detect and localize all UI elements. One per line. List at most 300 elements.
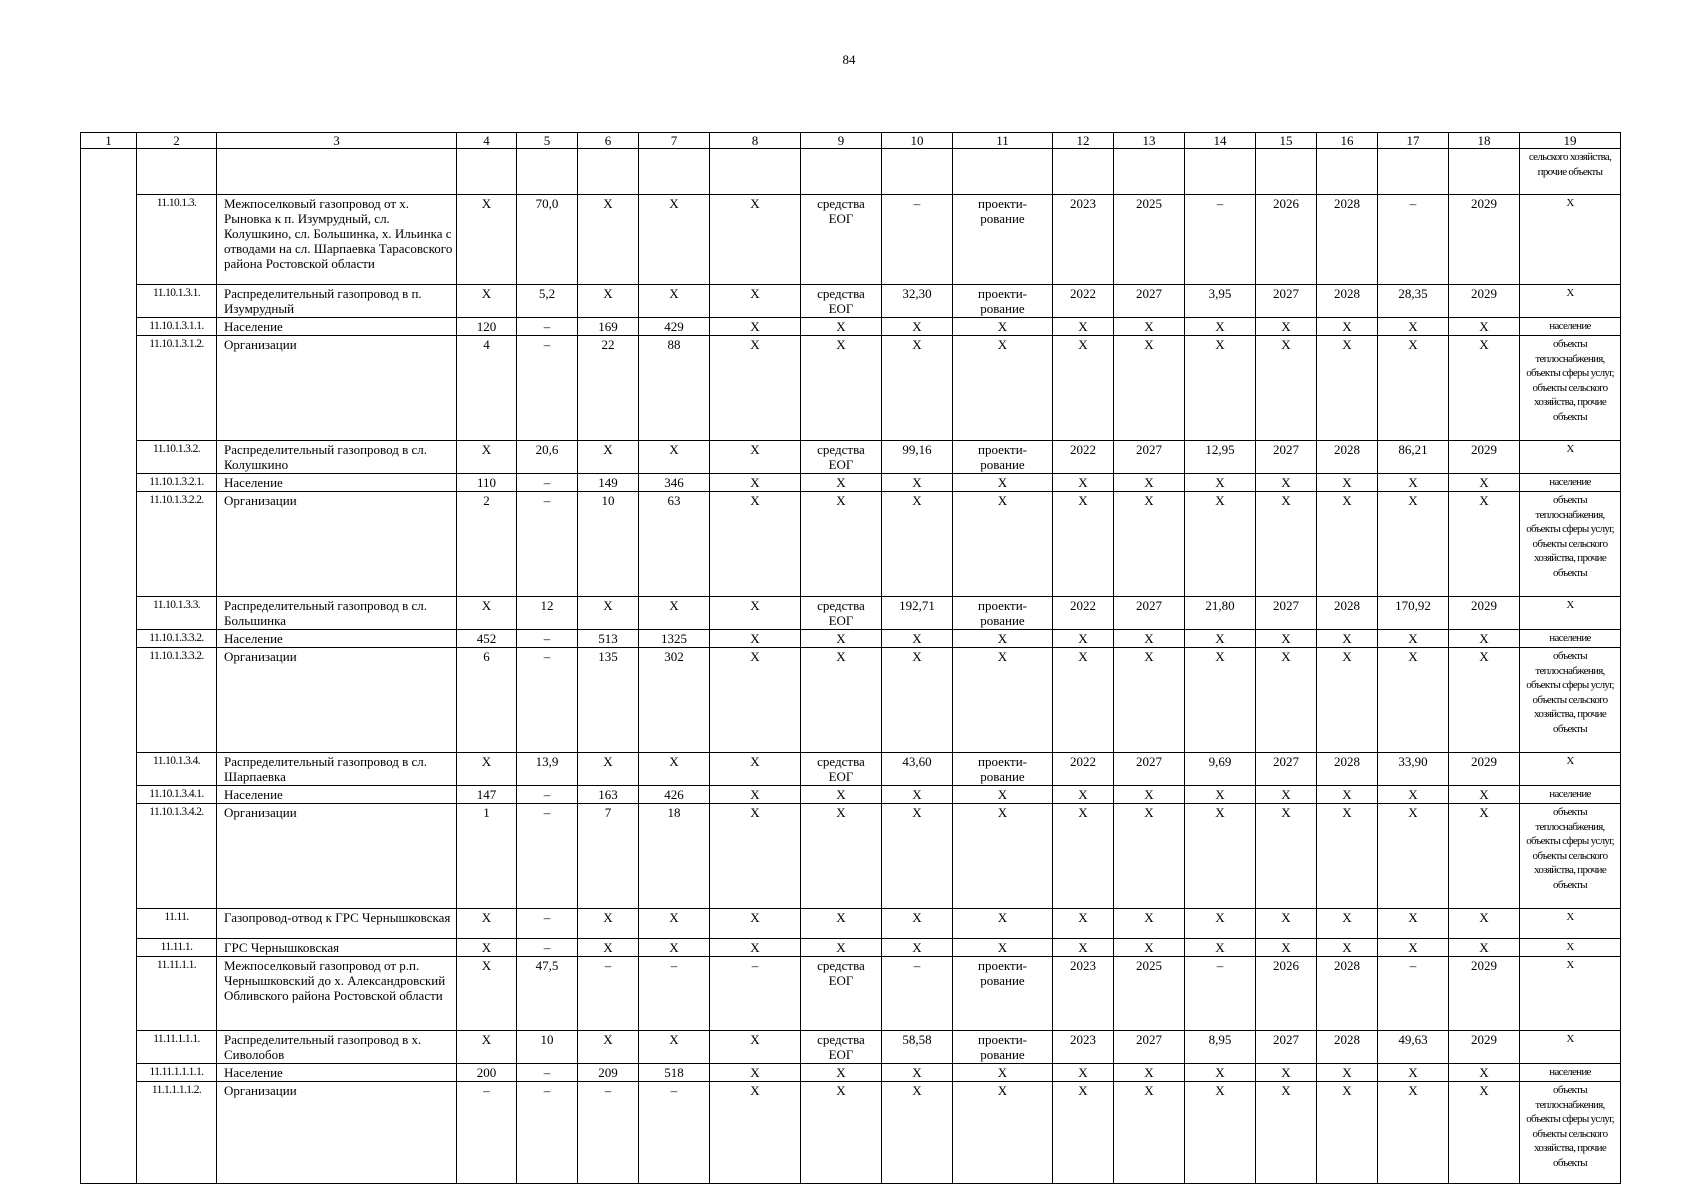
stage-cell: проекти-рование (953, 753, 1053, 786)
col5-cell: – (517, 909, 578, 939)
header-cell: 15 (1256, 133, 1317, 149)
col7-cell: 18 (639, 804, 710, 909)
page-number: 84 (842, 52, 856, 67)
col7-cell: 426 (639, 786, 710, 804)
col7-cell: 302 (639, 648, 710, 753)
col18-cell: Х (1449, 474, 1520, 492)
row-name: Организации (217, 804, 457, 909)
row-name: Организации (217, 648, 457, 753)
funding-source-cell: Х (801, 492, 882, 597)
stage-cell: Х (953, 1082, 1053, 1184)
row-code: 11.1.1.1.1.2. (137, 1082, 217, 1184)
header-cell: 16 (1317, 133, 1378, 149)
col12-cell: 2023 (1053, 1031, 1114, 1064)
row-code: 11.11.1.1.1.1. (137, 1064, 217, 1082)
col12-cell: Х (1053, 939, 1114, 957)
col14-cell: Х (1185, 939, 1256, 957)
col18-cell: 2029 (1449, 753, 1520, 786)
col14-cell: Х (1185, 804, 1256, 909)
col17-cell: Х (1378, 909, 1449, 939)
row-code: 11.10.1.3.3.2. (137, 630, 217, 648)
col4-cell: Х (457, 939, 517, 957)
col12-cell: 2022 (1053, 597, 1114, 630)
col8-cell: Х (710, 1031, 801, 1064)
col7-cell: Х (639, 597, 710, 630)
row-name: Межпоселковый газопровод от р.п. Чернышковский до х. Александровский Обливского района Ростовской области (217, 957, 457, 1031)
row-code: 11.10.1.3.2.2. (137, 492, 217, 597)
row-code: 11.11.1.1. (137, 957, 217, 1031)
col14-cell: Х (1185, 336, 1256, 441)
col18-cell: Х (1449, 804, 1520, 909)
col14-cell: Х (1185, 909, 1256, 939)
col7-cell: 518 (639, 1064, 710, 1082)
col1-cell (81, 804, 137, 909)
col17-cell: Х (1378, 318, 1449, 336)
col10-cell: Х (882, 909, 953, 939)
col14-cell: Х (1185, 1064, 1256, 1082)
col17-cell: Х (1378, 492, 1449, 597)
funding-source-cell: Х (801, 630, 882, 648)
col4-cell: 2 (457, 492, 517, 597)
col14-cell: Х (1185, 1082, 1256, 1184)
table-row (81, 597, 1621, 630)
col18-cell: 2029 (1449, 195, 1520, 285)
funding-source-cell: Х (801, 318, 882, 336)
table-row (81, 648, 1621, 753)
col8-cell: Х (710, 804, 801, 909)
col8-cell: Х (710, 336, 801, 441)
col13-cell: Х (1114, 1082, 1185, 1184)
row-note: объекты теплоснабжения, объекты сферы услуг, объекты сельского хозяйства, прочие объекты (1520, 1082, 1621, 1184)
header-cell: 17 (1378, 133, 1449, 149)
col15-cell: Х (1256, 804, 1317, 909)
col18-cell: Х (1449, 939, 1520, 957)
row-code: 11.10.1.3.4.1. (137, 786, 217, 804)
col17-cell: 33,90 (1378, 753, 1449, 786)
row-note: Х (1520, 909, 1621, 939)
header-cell: 14 (1185, 133, 1256, 149)
row-note: объекты теплоснабжения, объекты сферы услуг, объекты сельского хозяйства, прочие объекты (1520, 804, 1621, 909)
stage-cell: Х (953, 786, 1053, 804)
col15-cell: Х (1256, 630, 1317, 648)
col5-cell: 20,6 (517, 441, 578, 474)
col16-cell: Х (1317, 909, 1378, 939)
stage-cell: Х (953, 492, 1053, 597)
col16-cell: Х (1317, 1064, 1378, 1082)
stage-cell: Х (953, 804, 1053, 909)
col10-cell: 32,30 (882, 285, 953, 318)
col8-cell: Х (710, 318, 801, 336)
col10-cell: – (882, 195, 953, 285)
col1-cell (81, 336, 137, 441)
col12-cell: Х (1053, 474, 1114, 492)
col10-cell: Х (882, 318, 953, 336)
row-code: 11.10.1.3.1. (137, 285, 217, 318)
funding-source-cell: Х (801, 648, 882, 753)
col1-cell (81, 597, 137, 630)
row-note: население (1520, 630, 1621, 648)
row-name (217, 149, 457, 195)
col16-cell: 2028 (1317, 195, 1378, 285)
row-name: Население (217, 786, 457, 804)
col8-cell: Х (710, 195, 801, 285)
row-name: Население (217, 1064, 457, 1082)
col12-cell: Х (1053, 1082, 1114, 1184)
col10-cell: Х (882, 804, 953, 909)
row-code: 11.11. (137, 909, 217, 939)
col18-cell: Х (1449, 786, 1520, 804)
col18-cell: Х (1449, 630, 1520, 648)
table-row (81, 957, 1621, 1031)
table-row (81, 195, 1621, 285)
col5-cell: – (517, 336, 578, 441)
col4-cell: Х (457, 195, 517, 285)
col5-cell: 47,5 (517, 957, 578, 1031)
col4-cell: Х (457, 1031, 517, 1064)
col5-cell: 5,2 (517, 285, 578, 318)
col17-cell: Х (1378, 630, 1449, 648)
col13-cell: 2027 (1114, 753, 1185, 786)
col5-cell: – (517, 492, 578, 597)
col10-cell: Х (882, 492, 953, 597)
col13-cell: Х (1114, 939, 1185, 957)
row-name: Газопровод-отвод к ГРС Чернышковская (217, 909, 457, 939)
row-note: население (1520, 1064, 1621, 1082)
col7-cell: – (639, 957, 710, 1031)
funding-source-cell: средства ЕОГ (801, 957, 882, 1031)
col4-cell: Х (457, 753, 517, 786)
table-row (81, 939, 1621, 957)
col6-cell: Х (578, 939, 639, 957)
row-note: Х (1520, 1031, 1621, 1064)
col1-cell (81, 939, 137, 957)
col17-cell: – (1378, 195, 1449, 285)
col13-cell: Х (1114, 786, 1185, 804)
row-name: Распределительный газопровод в п. Изумрудный (217, 285, 457, 318)
table-row (81, 753, 1621, 786)
table-row (81, 492, 1621, 597)
row-note: население (1520, 474, 1621, 492)
col6-cell: 513 (578, 630, 639, 648)
col1-cell (81, 753, 137, 786)
col17-cell: Х (1378, 804, 1449, 909)
col15-cell: Х (1256, 1082, 1317, 1184)
col5-cell: 12 (517, 597, 578, 630)
stage-cell: Х (953, 909, 1053, 939)
col18-cell: Х (1449, 336, 1520, 441)
col4-cell: 147 (457, 786, 517, 804)
table-row (81, 149, 1621, 195)
col13-cell (1114, 149, 1185, 195)
col15-cell: Х (1256, 492, 1317, 597)
col5-cell: – (517, 939, 578, 957)
col10-cell: Х (882, 1082, 953, 1184)
col15-cell: 2027 (1256, 441, 1317, 474)
col17-cell: Х (1378, 1082, 1449, 1184)
col17-cell: Х (1378, 1064, 1449, 1082)
col6-cell: 169 (578, 318, 639, 336)
header-cell: 18 (1449, 133, 1520, 149)
col18-cell: Х (1449, 318, 1520, 336)
col10-cell: Х (882, 648, 953, 753)
table-row (81, 630, 1621, 648)
stage-cell: проекти-рование (953, 195, 1053, 285)
col6-cell: 22 (578, 336, 639, 441)
col10-cell: – (882, 957, 953, 1031)
col6-cell: Х (578, 441, 639, 474)
col7-cell: 63 (639, 492, 710, 597)
funding-source-cell: Х (801, 336, 882, 441)
row-name: Население (217, 318, 457, 336)
stage-cell: Х (953, 630, 1053, 648)
col15-cell: Х (1256, 648, 1317, 753)
table-row (81, 1031, 1621, 1064)
funding-source-cell: средства ЕОГ (801, 1031, 882, 1064)
col14-cell: Х (1185, 318, 1256, 336)
col8-cell: Х (710, 1064, 801, 1082)
col13-cell: 2025 (1114, 195, 1185, 285)
col1-cell (81, 786, 137, 804)
col4-cell: Х (457, 441, 517, 474)
col6-cell: Х (578, 1031, 639, 1064)
row-name: ГРС Чернышковская (217, 939, 457, 957)
col6-cell: – (578, 957, 639, 1031)
col6-cell: 10 (578, 492, 639, 597)
col18-cell: Х (1449, 1082, 1520, 1184)
table-row (81, 786, 1621, 804)
col17-cell: 28,35 (1378, 285, 1449, 318)
col1-cell (81, 1082, 137, 1184)
row-code: 11.11.1. (137, 939, 217, 957)
col15-cell: 2027 (1256, 753, 1317, 786)
col12-cell: Х (1053, 336, 1114, 441)
row-name: Население (217, 630, 457, 648)
row-code: 11.10.1.3.1.1. (137, 318, 217, 336)
col15-cell (1256, 149, 1317, 195)
stage-cell: проекти-рование (953, 1031, 1053, 1064)
col14-cell: Х (1185, 492, 1256, 597)
col8-cell: – (710, 957, 801, 1031)
col14-cell: Х (1185, 648, 1256, 753)
col12-cell: Х (1053, 804, 1114, 909)
col8-cell: Х (710, 939, 801, 957)
header-cell: 2 (137, 133, 217, 149)
row-name: Организации (217, 492, 457, 597)
col14-cell: 8,95 (1185, 1031, 1256, 1064)
col13-cell: 2027 (1114, 1031, 1185, 1064)
col15-cell: 2027 (1256, 1031, 1317, 1064)
col4-cell: 452 (457, 630, 517, 648)
row-code: 11.10.1.3.1.2. (137, 336, 217, 441)
col5-cell: – (517, 804, 578, 909)
col14-cell: Х (1185, 474, 1256, 492)
col12-cell: 2023 (1053, 195, 1114, 285)
stage-cell: Х (953, 939, 1053, 957)
stage-cell: Х (953, 318, 1053, 336)
row-note: Х (1520, 597, 1621, 630)
col4-cell: Х (457, 909, 517, 939)
header-cell: 5 (517, 133, 578, 149)
stage-cell (953, 149, 1053, 195)
col17-cell: 86,21 (1378, 441, 1449, 474)
col16-cell: Х (1317, 630, 1378, 648)
col14-cell: Х (1185, 786, 1256, 804)
col5-cell: – (517, 630, 578, 648)
col1-cell (81, 149, 137, 195)
col10-cell: 99,16 (882, 441, 953, 474)
col8-cell: Х (710, 597, 801, 630)
col7-cell: 1325 (639, 630, 710, 648)
col18-cell: 2029 (1449, 957, 1520, 1031)
row-note: население (1520, 318, 1621, 336)
col17-cell (1378, 149, 1449, 195)
row-code: 11.10.1.3.3. (137, 597, 217, 630)
col17-cell: Х (1378, 474, 1449, 492)
col12-cell (1053, 149, 1114, 195)
col13-cell: Х (1114, 474, 1185, 492)
row-note: Х (1520, 939, 1621, 957)
header-cell: 11 (953, 133, 1053, 149)
col10-cell: Х (882, 336, 953, 441)
col6-cell: 149 (578, 474, 639, 492)
row-note: Х (1520, 753, 1621, 786)
col15-cell: 2026 (1256, 957, 1317, 1031)
header-cell: 3 (217, 133, 457, 149)
col10-cell: Х (882, 939, 953, 957)
table-row (81, 909, 1621, 939)
funding-source-cell: Х (801, 474, 882, 492)
col13-cell: 2027 (1114, 597, 1185, 630)
col5-cell: – (517, 786, 578, 804)
col4-cell: 4 (457, 336, 517, 441)
col10-cell: 58,58 (882, 1031, 953, 1064)
col1-cell (81, 492, 137, 597)
table-row (81, 804, 1621, 909)
col4-cell: 120 (457, 318, 517, 336)
col5-cell: – (517, 474, 578, 492)
funding-source-cell (801, 149, 882, 195)
col8-cell: Х (710, 1082, 801, 1184)
col13-cell: Х (1114, 336, 1185, 441)
col7-cell: Х (639, 195, 710, 285)
col7-cell: 346 (639, 474, 710, 492)
col4-cell: 200 (457, 1064, 517, 1082)
col10-cell: Х (882, 786, 953, 804)
header-cell: 7 (639, 133, 710, 149)
col16-cell: 2028 (1317, 1031, 1378, 1064)
row-code: 11.10.1.3.2. (137, 441, 217, 474)
col13-cell: Х (1114, 1064, 1185, 1082)
row-note: Х (1520, 441, 1621, 474)
funding-source-cell: средства ЕОГ (801, 195, 882, 285)
col5-cell: – (517, 648, 578, 753)
col5-cell: – (517, 1064, 578, 1082)
row-code: 11.10.1.3. (137, 195, 217, 285)
col4-cell: Х (457, 285, 517, 318)
col4-cell: – (457, 1082, 517, 1184)
col7-cell: Х (639, 1031, 710, 1064)
col10-cell (882, 149, 953, 195)
row-name: Население (217, 474, 457, 492)
row-code: 11.10.1.3.3.2. (137, 648, 217, 753)
col10-cell: Х (882, 1064, 953, 1082)
col13-cell: 2027 (1114, 285, 1185, 318)
col1-cell (81, 1064, 137, 1082)
col17-cell: 170,92 (1378, 597, 1449, 630)
table-row (81, 1082, 1621, 1184)
col8-cell: Х (710, 753, 801, 786)
header-cell: 9 (801, 133, 882, 149)
col7-cell: Х (639, 285, 710, 318)
col7-cell: 88 (639, 336, 710, 441)
col1-cell (81, 957, 137, 1031)
col18-cell: 2029 (1449, 597, 1520, 630)
col6-cell (578, 149, 639, 195)
col15-cell: Х (1256, 1064, 1317, 1082)
row-code: 11.10.1.3.4. (137, 753, 217, 786)
col5-cell: 13,9 (517, 753, 578, 786)
col6-cell: 209 (578, 1064, 639, 1082)
col18-cell: Х (1449, 648, 1520, 753)
col17-cell: 49,63 (1378, 1031, 1449, 1064)
row-name: Распределительный газопровод в сл. Большинка (217, 597, 457, 630)
row-note: объекты теплоснабжения, объекты сферы услуг, объекты сельского хозяйства, прочие объекты (1520, 492, 1621, 597)
col10-cell: 192,71 (882, 597, 953, 630)
col18-cell: Х (1449, 492, 1520, 597)
col14-cell: 21,80 (1185, 597, 1256, 630)
stage-cell: Х (953, 474, 1053, 492)
col16-cell: 2028 (1317, 441, 1378, 474)
table-row (81, 318, 1621, 336)
row-note: Х (1520, 957, 1621, 1031)
col15-cell: Х (1256, 909, 1317, 939)
row-name: Межпоселковый газопровод от х. Рыновка к п. Изумрудный, сл. Колушкино, сл. Большинка, х. Ильинка с отводами на сл. Шарпаевка Тарасовского района Ростовской области (217, 195, 457, 285)
row-name: Распределительный газопровод в сл. Шарпаевка (217, 753, 457, 786)
col6-cell: Х (578, 909, 639, 939)
col18-cell: 2029 (1449, 441, 1520, 474)
col15-cell: 2027 (1256, 597, 1317, 630)
col6-cell: 163 (578, 786, 639, 804)
col1-cell (81, 285, 137, 318)
funding-source-cell: Х (801, 804, 882, 909)
stage-cell: Х (953, 336, 1053, 441)
row-name: Организации (217, 1082, 457, 1184)
col16-cell: Х (1317, 786, 1378, 804)
row-code (137, 149, 217, 195)
col17-cell: – (1378, 957, 1449, 1031)
col8-cell: Х (710, 909, 801, 939)
col10-cell: Х (882, 630, 953, 648)
col8-cell: Х (710, 474, 801, 492)
col18-cell: 2029 (1449, 1031, 1520, 1064)
col1-cell (81, 318, 137, 336)
col12-cell: Х (1053, 492, 1114, 597)
col13-cell: Х (1114, 804, 1185, 909)
col12-cell: Х (1053, 1064, 1114, 1082)
col4-cell (457, 149, 517, 195)
col5-cell: 70,0 (517, 195, 578, 285)
col6-cell: Х (578, 195, 639, 285)
col16-cell: Х (1317, 474, 1378, 492)
col6-cell: 135 (578, 648, 639, 753)
col8-cell: Х (710, 441, 801, 474)
col13-cell: Х (1114, 492, 1185, 597)
col15-cell: Х (1256, 318, 1317, 336)
funding-source-cell: Х (801, 909, 882, 939)
row-note: население (1520, 786, 1621, 804)
col8-cell: Х (710, 492, 801, 597)
col6-cell: – (578, 1082, 639, 1184)
